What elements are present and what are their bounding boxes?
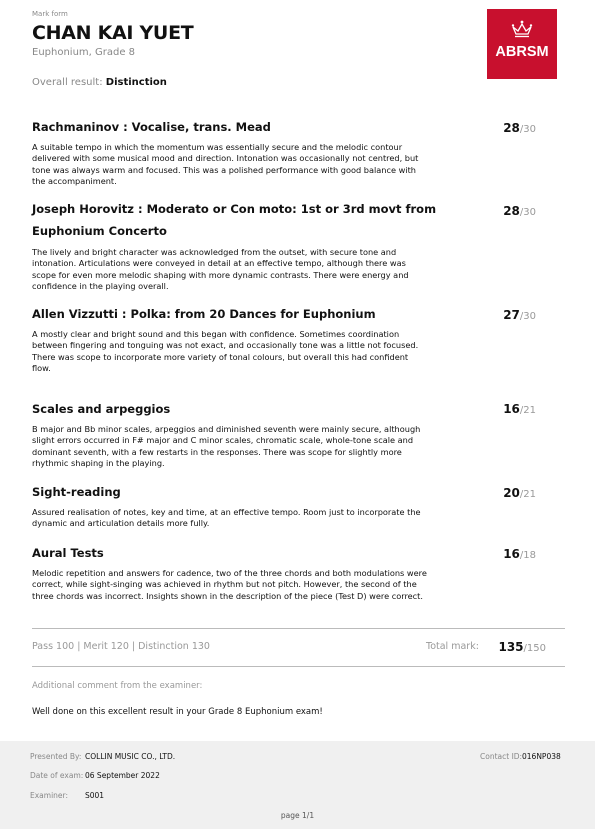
total-mark-label: Total mark: — [426, 641, 479, 652]
crown-icon — [510, 19, 534, 39]
section-comment: A suitable tempo in which the momentum was essentially secure and the melodic contour delivered with some musical mood and direction. Intonation was occasionally not centred, but tone was always warm and focused. This was a polished performance with good balance with the accompaniment. — [32, 142, 419, 186]
grade-bands: Pass 100 | Merit 120 | Distinction 130 — [32, 641, 210, 652]
score-value: 20 — [503, 486, 520, 500]
score-value: 16 — [503, 547, 520, 561]
section-score — [470, 308, 536, 322]
abrsm-logo — [487, 9, 557, 79]
additional-comment: Well done on this excellent result in your Grade 8 Euphonium exam! — [32, 707, 323, 717]
section-title-line: Joseph Horovitz : Moderato or Con moto: 1st or 3rd movt from — [32, 202, 437, 216]
presented-by-value: COLLIN MUSIC CO., LTD. — [85, 752, 176, 761]
section-title: Scales and arpeggios — [32, 402, 171, 416]
total-mark — [480, 640, 546, 654]
score-out-of: /30 — [519, 124, 536, 135]
score-out-of: /21 — [519, 405, 536, 416]
section-title: Sight-reading — [32, 485, 121, 499]
score-out-of: /18 — [519, 550, 536, 561]
total-mark-out-of: /150 — [523, 643, 546, 654]
score-value: 28 — [503, 204, 520, 218]
divider — [32, 628, 565, 629]
section-title: Aural Tests — [32, 546, 104, 560]
overall-result-label: Overall result: — [32, 77, 106, 88]
exam-date-label: Date of exam: — [30, 771, 84, 780]
examiner-label: Examiner: — [30, 791, 69, 800]
contact-id-label: Contact ID: — [480, 752, 523, 761]
section-title: Rachmaninov : Vocalise, trans. Mead — [32, 120, 271, 134]
score-value: 28 — [503, 121, 520, 135]
exam-subject: Euphonium, Grade 8 — [32, 47, 136, 58]
mark-form-label: Mark form — [32, 10, 68, 18]
page-number: page 1/1 — [280, 811, 315, 820]
examiner-value: S001 — [85, 791, 105, 800]
additional-comment-label: Additional comment from the examiner: — [32, 681, 203, 691]
section-score — [470, 121, 536, 135]
logo-text: ABRSM — [495, 44, 549, 60]
footer — [0, 741, 595, 829]
total-mark-value: 135 — [498, 640, 524, 654]
section-comment: B major and Bb minor scales, arpeggios and diminished seventh were mainly secure, although slight errors occurred in F# major and C minor scales, chromatic scale, whole-tone scale and dominant seventh, with a few restarts in the responses. There was scope for slightly more rhythmic shaping in the playing. — [32, 424, 421, 468]
contact-id-value: 016NP038 — [522, 752, 561, 761]
section-comment: Assured realisation of notes, key and time, at an effective tempo. Room just to incorporate the dynamic and articulation details more fully. — [32, 507, 421, 529]
section-score — [470, 204, 536, 218]
section-comment: A mostly clear and bright sound and this began with confidence. Sometimes coordination between fingering and tonguing was not exact, and occasionally tone was a little not focused. There was scope to incorporate more variety of tonal colours, but overall this had confident flow. — [32, 329, 419, 373]
overall-result — [32, 77, 167, 88]
score-value: 16 — [503, 402, 520, 416]
presented-by-label: Presented By: — [30, 752, 82, 761]
divider — [32, 666, 565, 667]
score-value: 27 — [503, 308, 520, 322]
candidate-name: CHAN KAI YUET — [32, 22, 194, 44]
score-out-of: /30 — [519, 207, 536, 218]
exam-date-value: 06 September 2022 — [85, 771, 160, 780]
section-comment: The lively and bright character was acknowledged from the outset, with secure tone and intonation. Articulations were conveyed in detail at an effective tempo, although there was scope for even more melodic shaping with more dynamic contrasts. There were energy and confidence in the playing overall. — [32, 247, 409, 291]
section-title-line: Euphonium Concerto — [32, 224, 167, 238]
section-title — [32, 198, 436, 242]
section-score — [470, 547, 536, 561]
section-comment: Melodic repetition and answers for cadence, two of the three chords and both modulations were correct, while sight-singing was achieved in rhythm but not pitch. However, the second of the three chords was incorrect. Insights shown in the description of the piece (Test D) were correct. — [32, 568, 427, 601]
score-out-of: /30 — [519, 311, 536, 322]
section-score — [470, 402, 536, 416]
section-score — [470, 486, 536, 500]
section-title: Allen Vizzutti : Polka: from 20 Dances for Euphonium — [32, 307, 376, 321]
overall-result-value: Distinction — [105, 77, 167, 88]
score-out-of: /21 — [519, 489, 536, 500]
